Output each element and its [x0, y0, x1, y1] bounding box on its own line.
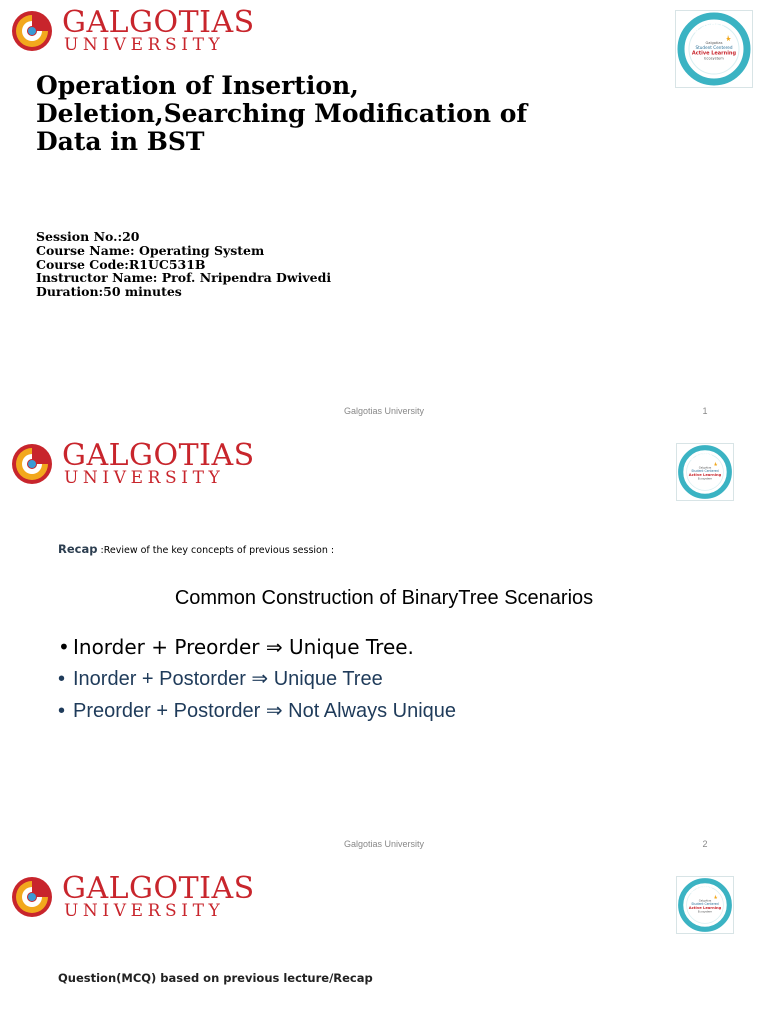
course-code: Course Code:R1UC531B: [36, 256, 206, 272]
galgotias-swirl-icon: [10, 442, 54, 486]
slide-1: [0, 0, 768, 433]
course-name: Course Name: Operating System: [36, 242, 265, 258]
logo-line-1: GALGOTIAS: [62, 438, 255, 473]
svg-text:Student Centered: Student Centered: [691, 469, 719, 473]
logo-line-2: UNIVERSITY: [64, 901, 225, 921]
g-scale-badge-icon: [676, 11, 752, 87]
list-item: [58, 663, 738, 695]
svg-text:Student Centered: Student Centered: [695, 45, 733, 50]
badge-top-text: G-SCALE: [689, 451, 714, 463]
bullet-text: Inorder + Postorder ⇒ Unique Tree: [73, 668, 383, 690]
university-logo: [10, 438, 255, 489]
galgotias-swirl-icon: [10, 875, 54, 919]
svg-text:Galgotias: Galgotias: [698, 899, 712, 903]
badge-top-text: G-SCALE: [689, 884, 714, 896]
bullet-icon: •: [58, 668, 66, 690]
g-scale-badge: [676, 443, 734, 501]
badge-top-text: G-SCALE: [691, 18, 726, 36]
instructor-name: Instructor Name: Prof. Nripendra Dwivedi: [36, 270, 332, 286]
recap-label: Recap: [58, 542, 98, 556]
bullet-text: Preorder + Postorder ⇒ Not Always Unique: [73, 700, 457, 722]
bullet-list: [58, 634, 738, 727]
mcq-heading: Question(MCQ) based on previous lecture/Recap: [58, 971, 373, 985]
bullet-text: Inorder + Preorder ⇒ Unique Tree.: [73, 635, 414, 659]
session-info: [36, 230, 331, 299]
svg-text:Active Learning: Active Learning: [691, 50, 737, 57]
g-scale-badge: [675, 10, 753, 88]
logo-line-1: GALGOTIAS: [62, 871, 255, 906]
bullet-icon: •: [58, 700, 66, 722]
slide-title: Operation of Insertion, Deletion,Searching Modification of Data in BST: [36, 71, 528, 156]
footer-university: Galgotias University: [343, 406, 425, 416]
svg-text:Galgotias: Galgotias: [698, 466, 712, 470]
page-number: 2: [702, 839, 708, 849]
duration: Duration:50 minutes: [36, 284, 182, 300]
g-scale-badge-icon: [677, 877, 733, 933]
page-number: 1: [702, 406, 708, 416]
slide-2: [0, 433, 768, 866]
footer-university: Galgotias University: [343, 839, 425, 849]
svg-text:Ecosystem: Ecosystem: [704, 56, 724, 61]
svg-text:Student Centered: Student Centered: [691, 902, 719, 906]
recap-line: [58, 538, 334, 557]
section-heading: Common Construction of BinaryTree Scenarios: [174, 587, 594, 609]
svg-text:Active Learning: Active Learning: [688, 906, 722, 911]
svg-text:Active Learning: Active Learning: [688, 473, 722, 478]
svg-text:Galgotias: Galgotias: [705, 41, 723, 45]
galgotias-swirl-icon: [10, 9, 54, 53]
bullet-icon: •: [58, 635, 70, 659]
logo-line-2: UNIVERSITY: [64, 35, 225, 55]
g-scale-badge: [676, 876, 734, 934]
svg-text:Ecosystem: Ecosystem: [697, 910, 713, 914]
list-item: [58, 634, 738, 660]
session-number: Session No.:20: [36, 229, 140, 244]
logo-line-1: GALGOTIAS: [62, 5, 255, 40]
list-item: [58, 695, 738, 727]
recap-text: :Review of the key concepts of previous session :: [97, 545, 335, 556]
slide-3: [0, 866, 768, 1024]
logo-line-2: UNIVERSITY: [64, 468, 225, 488]
svg-text:Ecosystem: Ecosystem: [697, 477, 713, 481]
g-scale-badge-icon: [677, 444, 733, 500]
university-logo: [10, 5, 255, 56]
university-logo: [10, 871, 255, 922]
